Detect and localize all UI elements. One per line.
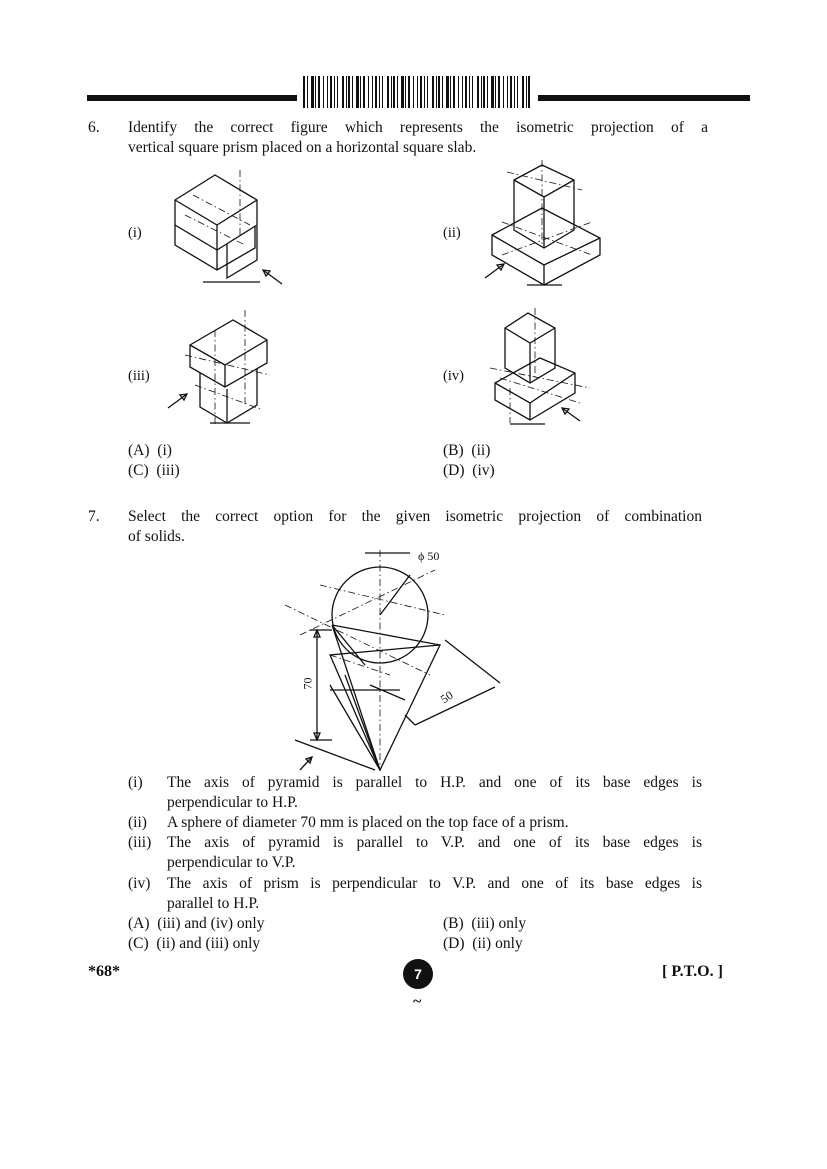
page-number: 7	[403, 959, 433, 989]
q7-option-d-letter: (D)	[443, 935, 465, 952]
q6-option-d-letter: (D)	[443, 462, 465, 479]
q7-statement-ii-line1: A sphere of diameter 70 mm is placed on the top face of a prism.	[167, 814, 569, 831]
q7-statement-iv-line1: The axis of prism is perpendicular to V.P. and one of its base edges is	[167, 875, 702, 892]
q7-option-b-value: (iii) only	[471, 915, 527, 932]
q7-statement-iv-num: (iv)	[128, 875, 151, 892]
q6-figure-iii	[165, 305, 295, 435]
q6-option-a-value: (i)	[157, 442, 172, 459]
q7-option-d[interactable]	[443, 934, 523, 954]
q6-figure-label-ii: (ii)	[443, 225, 461, 241]
q7-option-d-value: (ii) only	[472, 935, 523, 952]
q6-option-b-value: (ii)	[471, 442, 491, 459]
q7-statement-iii-line1: The axis of pyramid is parallel to V.P. and one of its base edges is	[167, 834, 702, 851]
q7-statement-ii-num: (ii)	[128, 814, 147, 831]
q6-option-d[interactable]	[443, 461, 495, 481]
footer-code: *68*	[88, 963, 120, 980]
q7-option-a[interactable]	[128, 914, 264, 934]
q6-option-c-letter: (C)	[128, 462, 149, 479]
q7-text-line2: of solids.	[128, 528, 185, 545]
q6-option-b-letter: (B)	[443, 442, 464, 459]
q7-statement-i-line2: perpendicular to H.P.	[167, 794, 298, 811]
q6-figure-label-iv: (iv)	[443, 368, 464, 384]
q7-label-height: 70	[300, 677, 315, 690]
q6-option-c[interactable]	[128, 461, 180, 481]
footer-pto: [ P.T.O. ]	[662, 963, 723, 980]
header-rule-right	[538, 95, 750, 101]
q7-statement-iii-num: (iii)	[128, 834, 152, 851]
q7-option-c-value: (ii) and (iii) only	[156, 935, 261, 952]
header-rule-left	[87, 95, 297, 101]
q6-figure-label-i: (i)	[128, 225, 142, 241]
q7-statement-i-line1: The axis of pyramid is parallel to H.P. and one of its base edges is	[167, 774, 702, 791]
q7-option-c[interactable]	[128, 934, 260, 954]
q7-text-line1: Select the correct option for the given isometric projection of combination	[128, 508, 702, 525]
q7-label-side: 50	[437, 687, 456, 707]
q6-option-d-value: (iv)	[472, 462, 495, 479]
q6-number: 6.	[88, 119, 100, 136]
q7-number: 7.	[88, 508, 100, 525]
q6-option-a-letter: (A)	[128, 442, 150, 459]
q6-option-b[interactable]	[443, 441, 490, 461]
q6-option-a[interactable]	[128, 441, 172, 461]
q6-figure-ii	[482, 160, 612, 290]
q6-figure-iv	[480, 308, 610, 438]
q6-figure-i	[165, 160, 295, 290]
q7-option-a-letter: (A)	[128, 915, 150, 932]
footer-tilde: ~	[413, 993, 422, 1010]
q6-figure-label-iii: (iii)	[128, 368, 150, 384]
q6-text-line2: vertical square prism placed on a horizontal square slab.	[128, 139, 477, 156]
q7-option-a-value: (iii) and (iv) only	[157, 915, 265, 932]
q7-option-b-letter: (B)	[443, 915, 464, 932]
q7-label-diameter: ϕ 50	[418, 549, 440, 563]
q7-statement-i-num: (i)	[128, 774, 143, 791]
q7-statement-iii-line2: perpendicular to V.P.	[167, 854, 296, 871]
q6-text-line1: Identify the correct figure which represents the isometric projection of a	[128, 119, 708, 136]
q7-option-b[interactable]	[443, 914, 526, 934]
q7-figure	[270, 545, 520, 775]
q7-option-c-letter: (C)	[128, 935, 149, 952]
q7-statement-iv-line2: parallel to H.P.	[167, 895, 260, 912]
q6-option-c-value: (iii)	[156, 462, 180, 479]
barcode	[303, 76, 531, 108]
